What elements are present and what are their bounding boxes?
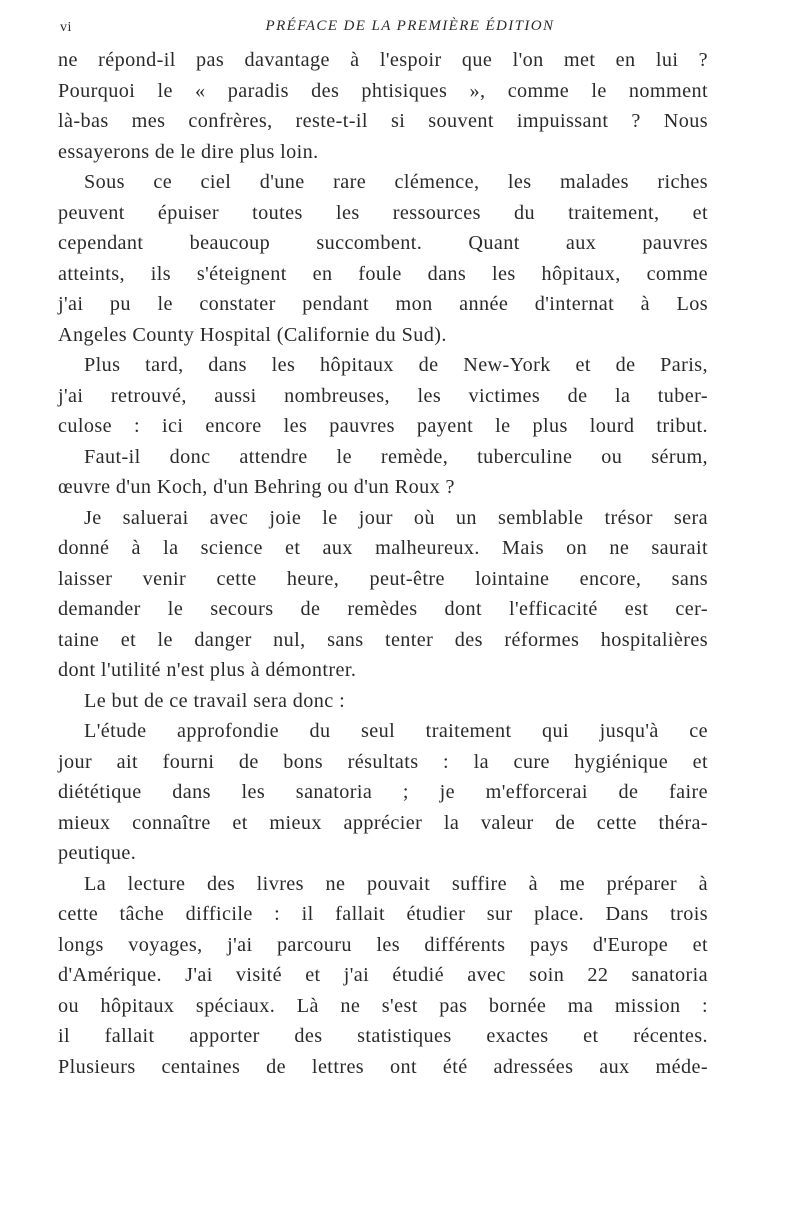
text-line: Faut-il donc attendre le remède, tuberculine ou sérum, bbox=[84, 445, 708, 468]
text-line: il fallait apporter des statistiques exactes et récentes. bbox=[58, 1025, 708, 1047]
text-line: j'ai retrouvé, aussi nombreuses, les victimes de la tuber- bbox=[58, 384, 708, 407]
text-line: œuvre d'un Koch, d'un Behring ou d'un Roux ? bbox=[58, 476, 455, 498]
text-line: demander le secours de remèdes dont l'efficacité est cer- bbox=[58, 598, 708, 620]
text-line: taine et le danger nul, sans tenter des réformes hospitalières bbox=[58, 628, 708, 651]
text-line: La lecture des livres ne pouvait suffire à me préparer à bbox=[84, 872, 708, 895]
text-line: j'ai pu le constater pendant mon année d'internat à Los bbox=[58, 293, 708, 315]
text-line: atteints, ils s'éteignent en foule dans les hôpitaux, comme bbox=[58, 262, 708, 285]
text-line: diététique dans les sanatoria ; je m'efforcerai de faire bbox=[58, 781, 708, 803]
text-line: Sous ce ciel d'une rare clémence, les malades riches bbox=[84, 171, 708, 193]
text-line: mieux connaître et mieux apprécier la valeur de cette théra- bbox=[58, 811, 708, 834]
text-line: là-bas mes confrères, reste-t-il si souvent impuissant ? Nous bbox=[58, 110, 708, 132]
text-line: d'Amérique. J'ai visité et j'ai étudié avec soin 22 sanatoria bbox=[58, 964, 708, 986]
text-line: dont l'utilité n'est plus à démontrer. bbox=[58, 659, 357, 681]
text-line: Pourquoi le « paradis des phtisiques », comme le nomment bbox=[58, 79, 708, 102]
text-line: laisser venir cette heure, peut-être lointaine encore, sans bbox=[58, 567, 708, 590]
text-line: ne répond-il pas davantage à l'espoir que l'on met en lui ? bbox=[58, 49, 708, 71]
page-number: vi bbox=[60, 20, 72, 35]
body-text bbox=[58, 45, 708, 1082]
text-line: Plusieurs centaines de lettres ont été adressées aux méde- bbox=[58, 1055, 708, 1078]
text-line: ou hôpitaux spéciaux. Là ne s'est pas bornée ma mission : bbox=[58, 994, 708, 1017]
text-line: donné à la science et aux malheureux. Mais on ne saurait bbox=[58, 537, 708, 559]
text-line: cette tâche difficile : il fallait étudier sur place. Dans trois bbox=[58, 903, 708, 925]
text-line: Plus tard, dans les hôpitaux de New-York et de Paris, bbox=[84, 354, 708, 376]
running-title: PRÉFACE DE LA PREMIÈRE ÉDITION bbox=[265, 18, 555, 34]
text-line: L'étude approfondie du seul traitement qui jusqu'à ce bbox=[84, 720, 708, 742]
text-line: peuvent épuiser toutes les ressources du traitement, et bbox=[58, 201, 708, 224]
text-line: Angeles County Hospital (Californie du Sud). bbox=[58, 323, 447, 346]
text-line: jour ait fourni de bons résultats : la cure hygiénique et bbox=[58, 750, 708, 773]
text-line: Je saluerai avec joie le jour où un semblable trésor sera bbox=[84, 506, 708, 529]
text-line: cependant beaucoup succombent. Quant aux pauvres bbox=[58, 232, 708, 254]
text-line: culose : ici encore les pauvres payent le plus lourd tribut. bbox=[58, 415, 708, 437]
text-line: peutique. bbox=[58, 842, 137, 864]
page-header bbox=[60, 18, 760, 40]
text-line: Le but de ce travail sera donc : bbox=[84, 689, 346, 712]
text-line: longs voyages, j'ai parcouru les différents pays d'Europe et bbox=[58, 933, 708, 956]
text-line: essayerons de le dire plus loin. bbox=[58, 140, 319, 163]
